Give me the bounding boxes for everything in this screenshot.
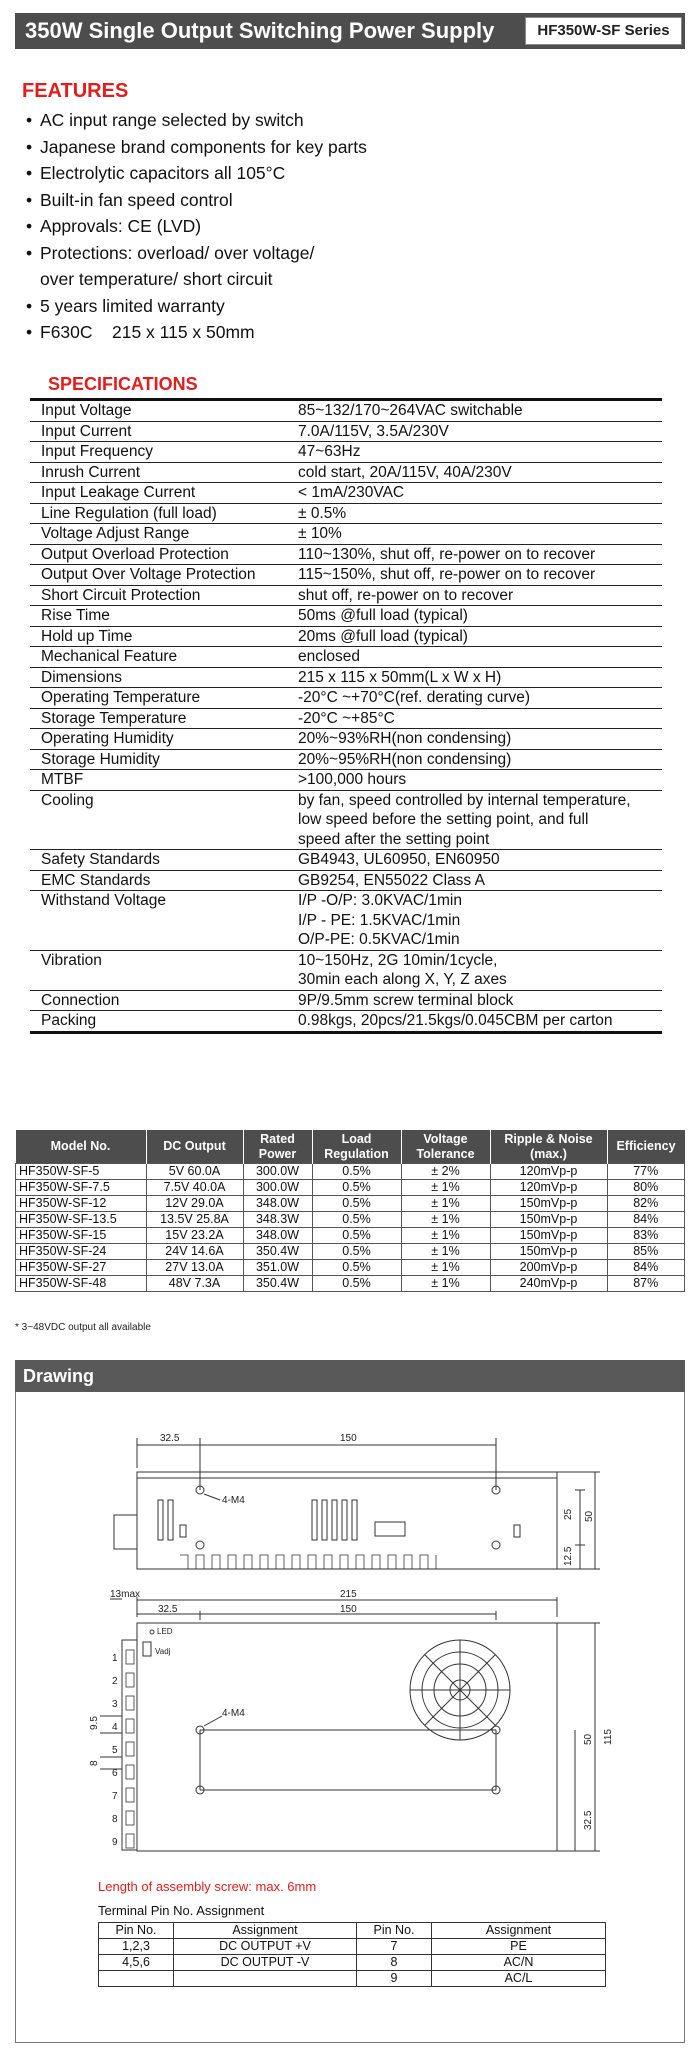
spec-value: ± 0.5% xyxy=(298,504,347,522)
spec-value: 215 x 115 x 50mm(L x W x H) xyxy=(298,668,502,686)
spec-value: cold start, 20A/115V, 40A/230V xyxy=(298,463,512,481)
spec-label: Inrush Current xyxy=(41,463,141,481)
terminal-block xyxy=(122,1640,137,1850)
spec-label: Input Leakage Current xyxy=(41,484,196,501)
terminal-number: 6 xyxy=(112,1768,118,1779)
terminal-screws xyxy=(126,1650,134,1848)
table-cell: HF350W-SF-12 xyxy=(16,1196,147,1212)
table-cell: 84% xyxy=(607,1212,685,1228)
table-cell: 351.0W xyxy=(243,1260,312,1276)
table-cell: ± 2% xyxy=(401,1164,490,1180)
dim-side-25: 25 xyxy=(563,1508,574,1520)
table-cell: 0.5% xyxy=(312,1260,401,1276)
spec-label: Mechanical Feature xyxy=(41,648,178,665)
table-cell: DC OUTPUT -V xyxy=(174,1955,357,1971)
table-cell: 0.5% xyxy=(312,1212,401,1228)
spec-label: Cooling xyxy=(41,791,94,809)
table-cell: 300.0W xyxy=(243,1180,312,1196)
terminal-numbers xyxy=(112,1653,118,1848)
dim-13max: 13max xyxy=(110,1589,141,1600)
table-row xyxy=(99,1971,606,1987)
pin-assignment-table xyxy=(98,1922,606,1987)
table-cell: 0.5% xyxy=(312,1244,401,1260)
table-cell: ± 1% xyxy=(401,1196,490,1212)
terminal-number: 8 xyxy=(112,1814,118,1825)
dim-side-12-5: 12.5 xyxy=(563,1546,574,1566)
spec-label: Input Frequency xyxy=(41,443,154,460)
spec-label: Safety Standards xyxy=(41,851,160,868)
table-cell: 82% xyxy=(607,1196,685,1212)
spec-label: Hold up Time xyxy=(41,627,133,645)
spec-label: Dimensions xyxy=(41,668,122,686)
table-cell: ± 1% xyxy=(401,1260,490,1276)
table-cell: 120mVp-p xyxy=(490,1180,607,1196)
spec-label: Connection xyxy=(41,991,120,1009)
spec-label: EMC Standards xyxy=(41,871,151,889)
col-header: Assignment xyxy=(174,1923,357,1939)
feature-item: • AC input range selected by switch xyxy=(26,110,304,130)
spec-value: 47~63Hz xyxy=(298,443,361,460)
spec-label: Input Current xyxy=(41,422,132,440)
col-header: Load Regulation xyxy=(312,1130,401,1164)
table-cell: HF350W-SF-48 xyxy=(16,1276,147,1292)
table-cell: 12V 29.0A xyxy=(146,1196,243,1212)
table-cell: HF350W-SF-7.5 xyxy=(16,1180,147,1196)
table-cell: 7 xyxy=(357,1939,432,1955)
feature-item: • 5 years limited warranty xyxy=(26,295,225,316)
dim-top-115: 115 xyxy=(603,1729,614,1745)
table-cell: HF350W-SF-15 xyxy=(16,1228,147,1244)
table-cell: 0.5% xyxy=(312,1276,401,1292)
dim-top-50: 50 xyxy=(583,1733,594,1745)
feature-item: • Protections: overload/ over voltage/ xyxy=(26,242,315,263)
spec-value: GB9254, EN55022 Class A xyxy=(298,871,485,889)
dim-9-5: 9.5 xyxy=(89,1716,100,1730)
table-cell: ± 1% xyxy=(401,1244,490,1260)
col-header: Pin No. xyxy=(99,1923,174,1939)
spec-label: Vibration xyxy=(41,951,102,969)
table-cell: 15V 23.2A xyxy=(146,1228,243,1244)
table-cell: ± 1% xyxy=(401,1228,490,1244)
spec-label: Withstand Voltage xyxy=(41,892,166,909)
terminal-number: 5 xyxy=(112,1745,118,1756)
table-cell: HF350W-SF-24 xyxy=(16,1244,147,1260)
spec-value: 85~132/170~264VAC switchable xyxy=(298,402,523,419)
table-cell: 77% xyxy=(607,1164,685,1180)
col-header: Model No. xyxy=(16,1130,147,1164)
table-cell: 27V 13.0A xyxy=(146,1260,243,1276)
col-header: Efficiency xyxy=(607,1130,685,1164)
pin-assignment-title: Terminal Pin No. Assignment xyxy=(98,1903,265,1918)
spec-value: 20%~95%RH(non condensing) xyxy=(298,750,512,768)
table-cell: 150mVp-p xyxy=(490,1212,607,1228)
page-title: 350W Single Output Switching Power Supply xyxy=(25,18,495,43)
spec-label: Rise Time xyxy=(41,607,110,624)
table-cell: 150mVp-p xyxy=(490,1228,607,1244)
table-cell: 348.3W xyxy=(243,1212,312,1228)
col-header: Assignment xyxy=(432,1923,606,1939)
terminal-number: 4 xyxy=(112,1722,118,1733)
spec-label: Line Regulation (full load) xyxy=(41,504,217,522)
fan-icon xyxy=(410,1640,510,1740)
table-cell: 80% xyxy=(607,1180,685,1196)
table-cell: 0.5% xyxy=(312,1228,401,1244)
table-cell: 200mVp-p xyxy=(490,1260,607,1276)
spec-value: -20°C ~+70°C(ref. derating curve) xyxy=(298,689,531,706)
mount-hole-icon xyxy=(492,1541,500,1549)
spec-value: < 1mA/230VAC xyxy=(298,484,405,501)
screw-length-note: Length of assembly screw: max. 6mm xyxy=(98,1879,317,1894)
spec-label: Short Circuit Protection xyxy=(41,586,201,604)
spec-value: 115~150%, shut off, re-power on to recover xyxy=(298,566,596,583)
dim-side-32-5: 32.5 xyxy=(160,1433,180,1444)
dim-side-50: 50 xyxy=(584,1510,595,1522)
table-cell: DC OUTPUT +V xyxy=(174,1939,357,1955)
table-cell: HF350W-SF-5 xyxy=(16,1164,147,1180)
table-cell: 0.5% xyxy=(312,1196,401,1212)
table-row xyxy=(99,1955,606,1971)
spec-value: by fan, speed controlled by internal temperature, low speed before the setting point, and full speed after the setting point xyxy=(298,791,631,848)
feature-item: • Built-in fan speed control xyxy=(26,189,233,210)
spec-value: -20°C ~+85°C xyxy=(298,709,395,727)
table-cell: ± 1% xyxy=(401,1212,490,1228)
table-cell: 350.4W xyxy=(243,1276,312,1292)
table-cell: HF350W-SF-13.5 xyxy=(16,1212,147,1228)
spec-value: enclosed xyxy=(298,648,361,665)
col-header: Voltage Tolerance xyxy=(401,1130,490,1164)
spec-value: 10~150Hz, 2G 10min/1cycle, 30min each along X, Y, Z axes xyxy=(298,951,507,988)
dim-top-215: 215 xyxy=(340,1589,357,1600)
table-cell: 85% xyxy=(607,1244,685,1260)
spec-label: Output Over Voltage Protection xyxy=(41,566,256,583)
terminal-number: 2 xyxy=(112,1676,118,1687)
terminal-number: 3 xyxy=(112,1699,118,1710)
spec-value: shut off, re-power on to recover xyxy=(298,586,514,604)
spec-label: Packing xyxy=(41,1012,97,1029)
table-cell: 350.4W xyxy=(243,1244,312,1260)
col-header: DC Output xyxy=(146,1130,243,1164)
table-cell: 150mVp-p xyxy=(490,1244,607,1260)
table-cell: 120mVp-p xyxy=(490,1164,607,1180)
col-header: Rated Power xyxy=(243,1130,312,1164)
output-note: * 3~48VDC output all available xyxy=(15,1322,151,1333)
spec-label: Operating Temperature xyxy=(41,689,201,706)
led-label: LED xyxy=(157,1627,173,1636)
spec-value: ± 10% xyxy=(298,525,342,542)
spec-label: MTBF xyxy=(41,771,84,788)
drawing-heading: Drawing xyxy=(23,1366,95,1386)
table-cell: ± 1% xyxy=(401,1180,490,1196)
table-cell: 87% xyxy=(607,1276,685,1292)
table-cell: 348.0W xyxy=(243,1196,312,1212)
feature-item: • Approvals: CE (LVD) xyxy=(26,216,202,236)
screw-label-top: 4-M4 xyxy=(222,1708,245,1719)
features-heading: FEATURES xyxy=(22,80,129,102)
dim-top-150: 150 xyxy=(340,1604,357,1615)
mount-hole-icon xyxy=(196,1541,204,1549)
pin-table-header xyxy=(99,1923,606,1939)
table-cell: 84% xyxy=(607,1260,685,1276)
table-cell: 24V 14.6A xyxy=(146,1244,243,1260)
spec-label: Storage Humidity xyxy=(41,750,160,768)
spec-label: Output Overload Protection xyxy=(41,545,229,563)
table-cell: 13.5V 25.8A xyxy=(146,1212,243,1228)
spec-label: Input Voltage xyxy=(41,402,132,419)
feature-item: over temperature/ short circuit xyxy=(40,269,273,289)
feature-item: • Japanese brand components for key parts xyxy=(26,136,367,157)
col-header: Ripple & Noise (max.) xyxy=(490,1130,607,1164)
table-cell: 83% xyxy=(607,1228,685,1244)
table-cell: 240mVp-p xyxy=(490,1276,607,1292)
spec-value: 7.0A/115V, 3.5A/230V xyxy=(298,422,449,440)
table-cell: ± 1% xyxy=(401,1276,490,1292)
table-cell: AC/L xyxy=(432,1971,606,1987)
terminal-number: 9 xyxy=(112,1837,118,1848)
table-cell: 150mVp-p xyxy=(490,1196,607,1212)
table-cell: 5V 60.0A xyxy=(146,1164,243,1180)
spec-label: Voltage Adjust Range xyxy=(41,525,190,542)
table-cell: 0.5% xyxy=(312,1180,401,1196)
specifications-heading: SPECIFICATIONS xyxy=(48,374,198,394)
spec-value: 110~130%, shut off, re-power on to recover xyxy=(298,545,596,563)
series-badge: HF350W-SF Series xyxy=(525,17,682,45)
screw-label-side: 4-M4 xyxy=(222,1495,245,1506)
dim-side-150: 150 xyxy=(340,1433,357,1444)
feature-item: • Electrolytic capacitors all 105°C xyxy=(26,163,286,183)
table-cell: 7.5V 40.0A xyxy=(146,1180,243,1196)
table-cell: 0.5% xyxy=(312,1164,401,1180)
vent-comb xyxy=(180,1555,436,1569)
spec-value: 20%~93%RH(non condensing) xyxy=(298,730,512,747)
table-cell: 9 xyxy=(357,1971,432,1987)
spec-label: Storage Temperature xyxy=(41,709,187,727)
spec-value: >100,000 hours xyxy=(298,771,407,788)
spec-value: 0.98kgs, 20pcs/21.5kgs/0.045CBM per carton xyxy=(298,1012,613,1029)
spec-value: GB4943, UL60950, EN60950 xyxy=(298,851,500,868)
vadj-label: Vadj xyxy=(155,1647,171,1656)
table-cell xyxy=(174,1971,357,1987)
terminal-number: 7 xyxy=(112,1791,118,1802)
dim-top-32-5: 32.5 xyxy=(158,1604,178,1615)
table-cell xyxy=(99,1971,174,1987)
spec-label: Operating Humidity xyxy=(41,730,174,747)
spec-value: 50ms @full load (typical) xyxy=(298,607,468,624)
table-cell: 8 xyxy=(357,1955,432,1971)
dim-8: 8 xyxy=(89,1760,100,1766)
spec-value: 20ms @full load (typical) xyxy=(298,627,468,645)
col-header: Pin No. xyxy=(357,1923,432,1939)
table-cell: HF350W-SF-27 xyxy=(16,1260,147,1276)
table-cell: 48V 7.3A xyxy=(146,1276,243,1292)
spec-value: I/P -O/P: 3.0KVAC/1min I/P - PE: 1.5KVAC/1min O/P-PE: 0.5KVAC/1min xyxy=(298,892,462,948)
terminal-number: 1 xyxy=(112,1653,118,1664)
spec-value: 9P/9.5mm screw terminal block xyxy=(298,991,514,1009)
dim-top-32-5b: 32.5 xyxy=(583,1810,594,1830)
table-row xyxy=(99,1939,606,1955)
side-view-switch xyxy=(114,1515,137,1549)
table-cell: AC/N xyxy=(432,1955,606,1971)
table-cell: 348.0W xyxy=(243,1228,312,1244)
table-cell: 1,2,3 xyxy=(99,1939,174,1955)
table-cell: PE xyxy=(432,1939,606,1955)
feature-item: • F630C 215 x 115 x 50mm xyxy=(26,322,255,342)
led-icon xyxy=(150,1630,154,1634)
table-cell: 300.0W xyxy=(243,1164,312,1180)
table-cell: 4,5,6 xyxy=(99,1955,174,1971)
